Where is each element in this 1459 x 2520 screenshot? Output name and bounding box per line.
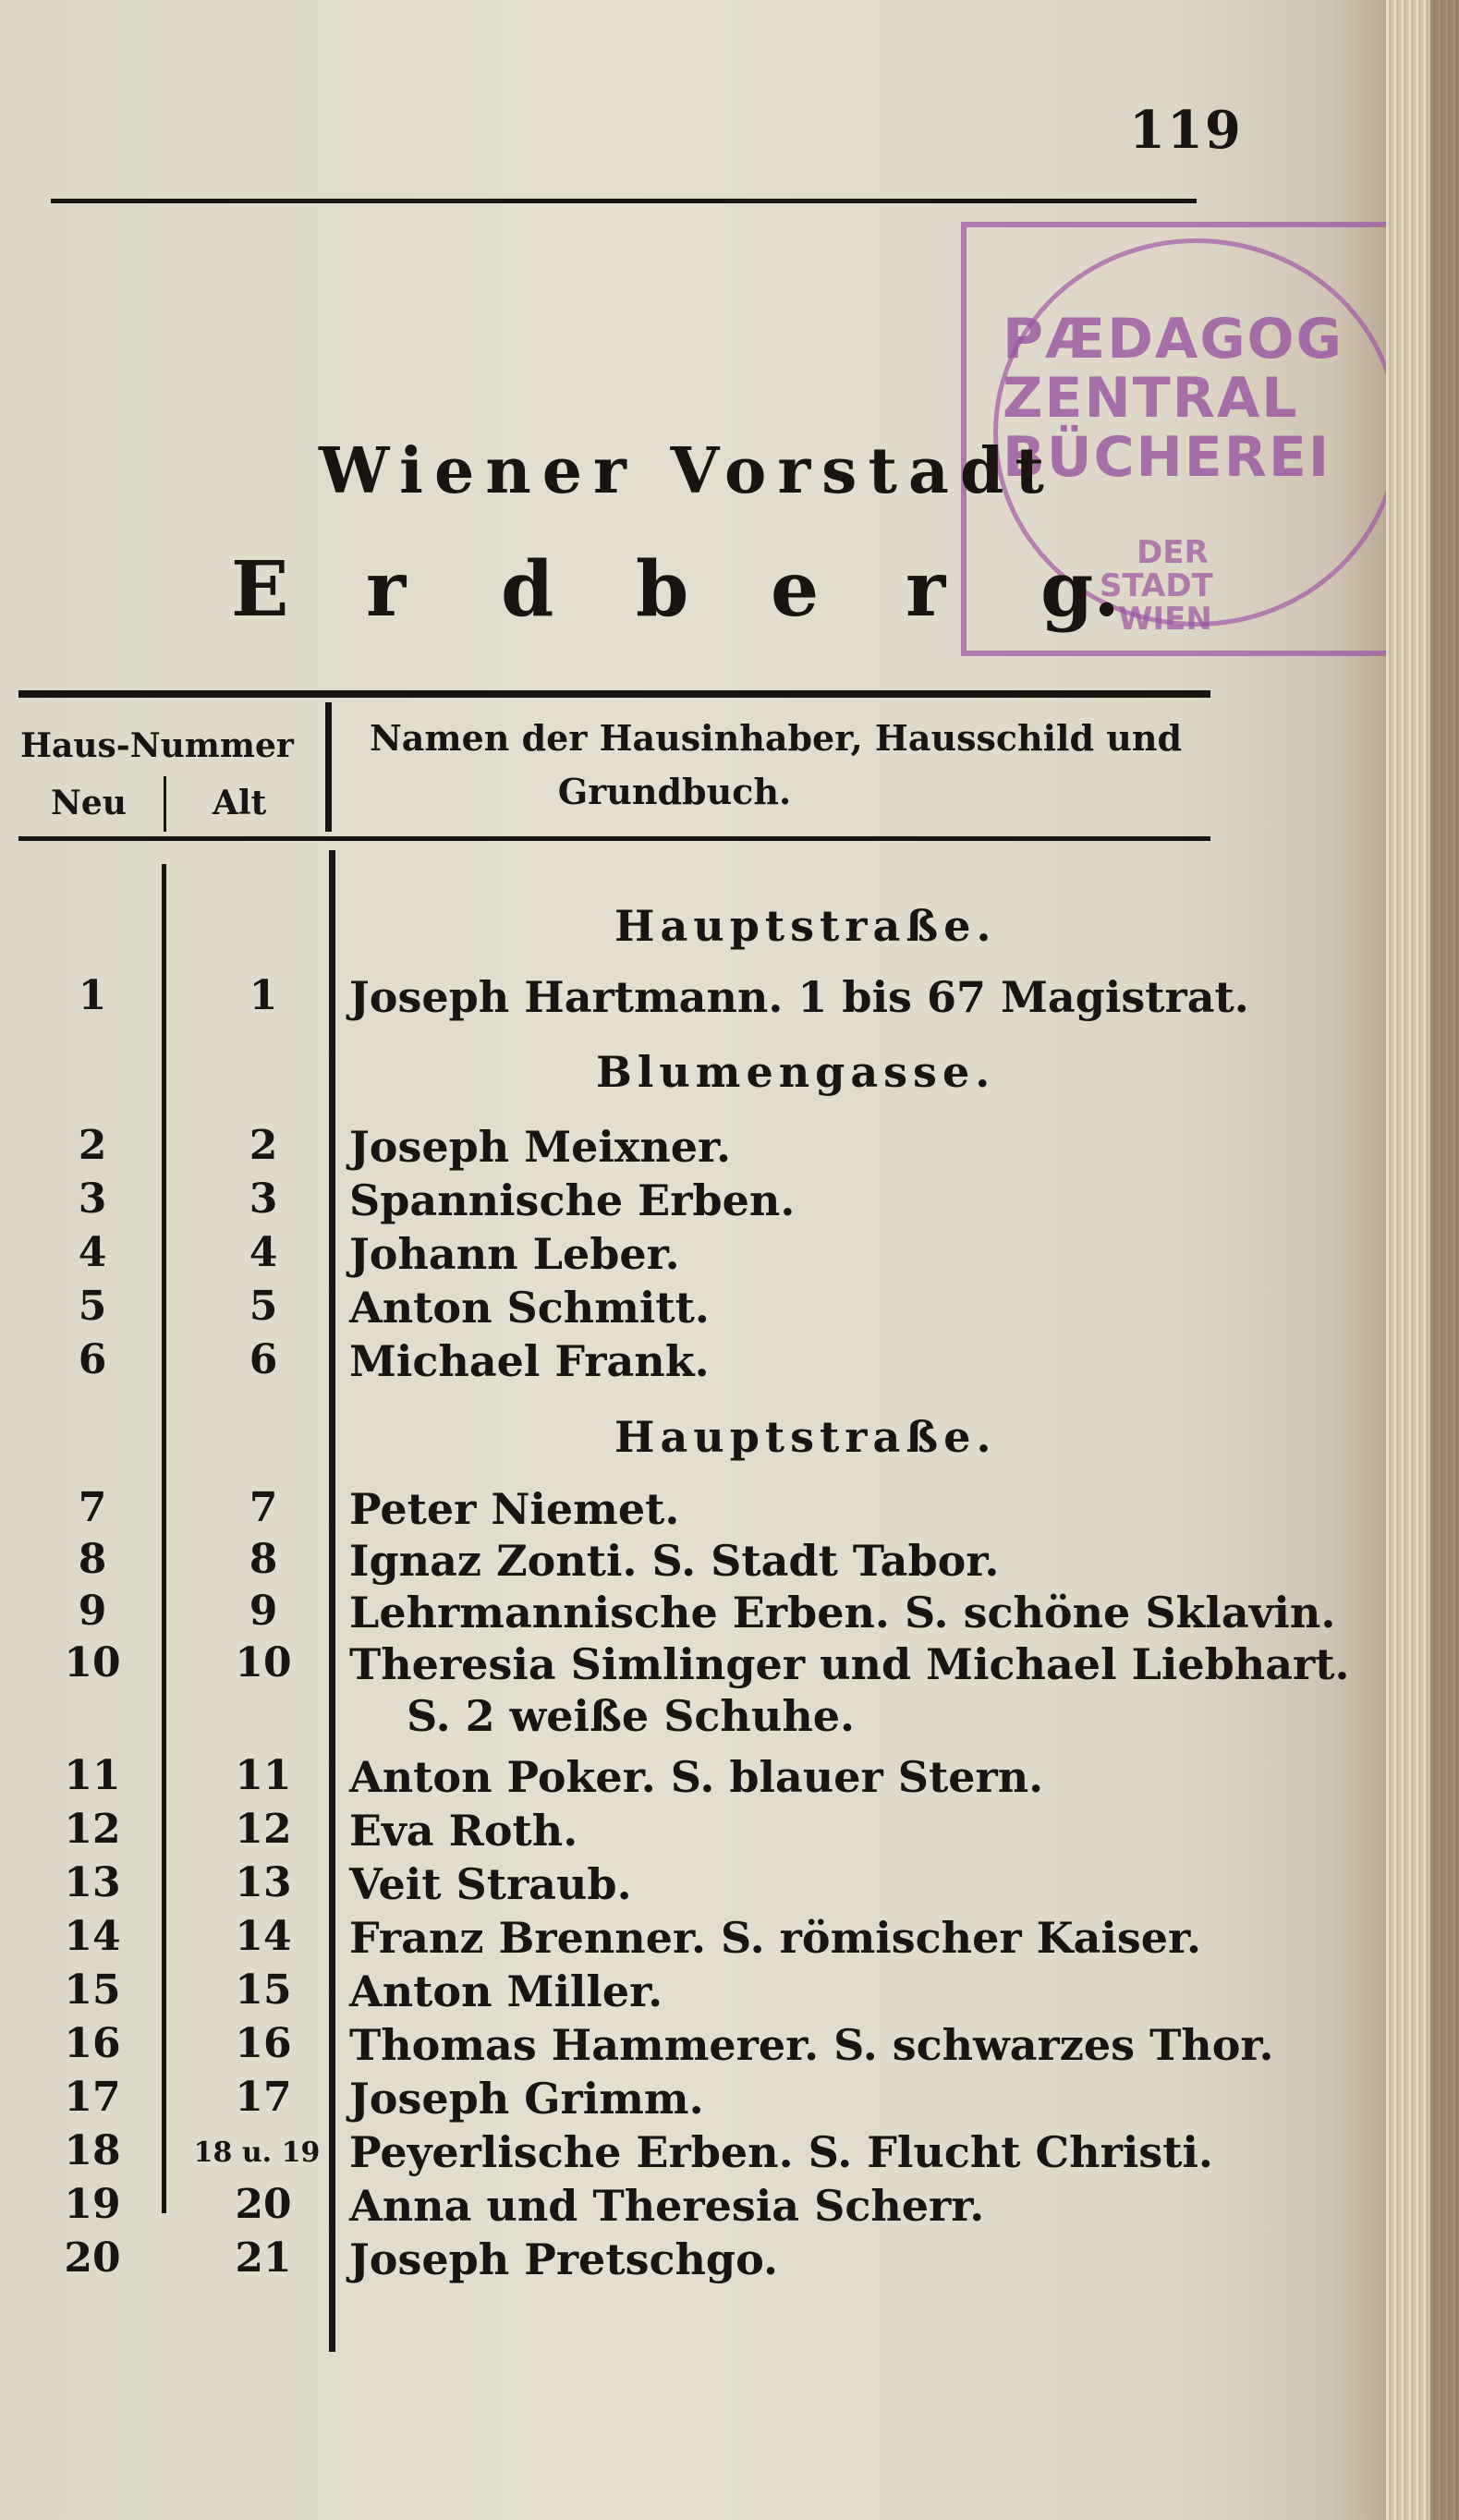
- top-rule: [51, 199, 1197, 203]
- table-row: 7 7 Peter Niemet.: [78, 1484, 680, 1534]
- library-stamp-text: PÆDAGOG ZENTRAL BÜCHEREI: [1003, 307, 1343, 490]
- table-row: 18 18 u. 19 Peyerlische Erben. S. Flucht Christi.: [64, 2127, 1213, 2177]
- header-top-rule: [18, 690, 1210, 698]
- book-cover-edge: [1430, 0, 1459, 2520]
- header-column-divider: [325, 702, 332, 832]
- section-heading: Hauptstraße.: [614, 1412, 997, 1462]
- table-row: 1 1 Joseph Hartmann. 1 bis 67 Magistrat.: [78, 972, 1249, 1022]
- table-row: 10 10 Theresia Simlinger und Michael Liebhart.: [64, 1639, 1350, 1689]
- header-bottom-rule: [18, 836, 1210, 841]
- header-names: Namen der Hausinhaber, Hausschild und Grundbuch.: [370, 717, 1183, 812]
- table-row: 19 20 Anna und Theresia Scherr.: [64, 2181, 985, 2231]
- table-row: 13 13 Veit Straub.: [64, 1859, 632, 1909]
- table-row: S. 2 weiße Schuhe.: [407, 1691, 856, 1741]
- title-line-1: Wiener Vorstadt: [319, 434, 1055, 508]
- header-haus-nummer: Haus-Nummer: [20, 726, 294, 765]
- table-row: 16 16 Thomas Hammerer. S. schwarzes Thor.: [64, 2020, 1274, 2070]
- header-alt: Alt: [213, 784, 267, 822]
- table-row: 3 3 Spannische Erben.: [78, 1175, 796, 1225]
- header-neu: Neu: [51, 784, 127, 822]
- table-row: 6 6 Michael Frank.: [78, 1336, 710, 1386]
- section-heading: Blumengasse.: [596, 1047, 996, 1097]
- table-row: 9 9 Lehrmannische Erben. S. schöne Sklavin.: [78, 1588, 1336, 1637]
- table-row: 8 8 Ignaz Zonti. S. Stadt Tabor.: [78, 1536, 1000, 1586]
- section-heading: Hauptstraße.: [614, 901, 997, 951]
- table-row: 14 14 Franz Brenner. S. römischer Kaiser.: [64, 1913, 1202, 1963]
- table-row: 17 17 Joseph Grimm.: [64, 2074, 704, 2124]
- header-neu-alt-divider: [164, 776, 166, 832]
- library-stamp-small-text: DER STADT WIEN: [1100, 534, 1213, 638]
- table-row: 20 21 Joseph Pretschgo.: [64, 2234, 778, 2284]
- table-row: 11 11 Anton Poker. S. blauer Stern.: [64, 1752, 1044, 1802]
- table-row: 4 4 Johann Leber.: [78, 1229, 680, 1279]
- title-line-2: E r d b e r g.: [231, 545, 1120, 634]
- page-number: 119: [1129, 100, 1243, 161]
- table-row: 12 12 Eva Roth.: [64, 1806, 578, 1856]
- table-row: 5 5 Anton Schmitt.: [78, 1283, 710, 1333]
- table-row: 2 2 Joseph Meixner.: [78, 1122, 732, 1172]
- table-row: 15 15 Anton Miller.: [64, 1966, 663, 2016]
